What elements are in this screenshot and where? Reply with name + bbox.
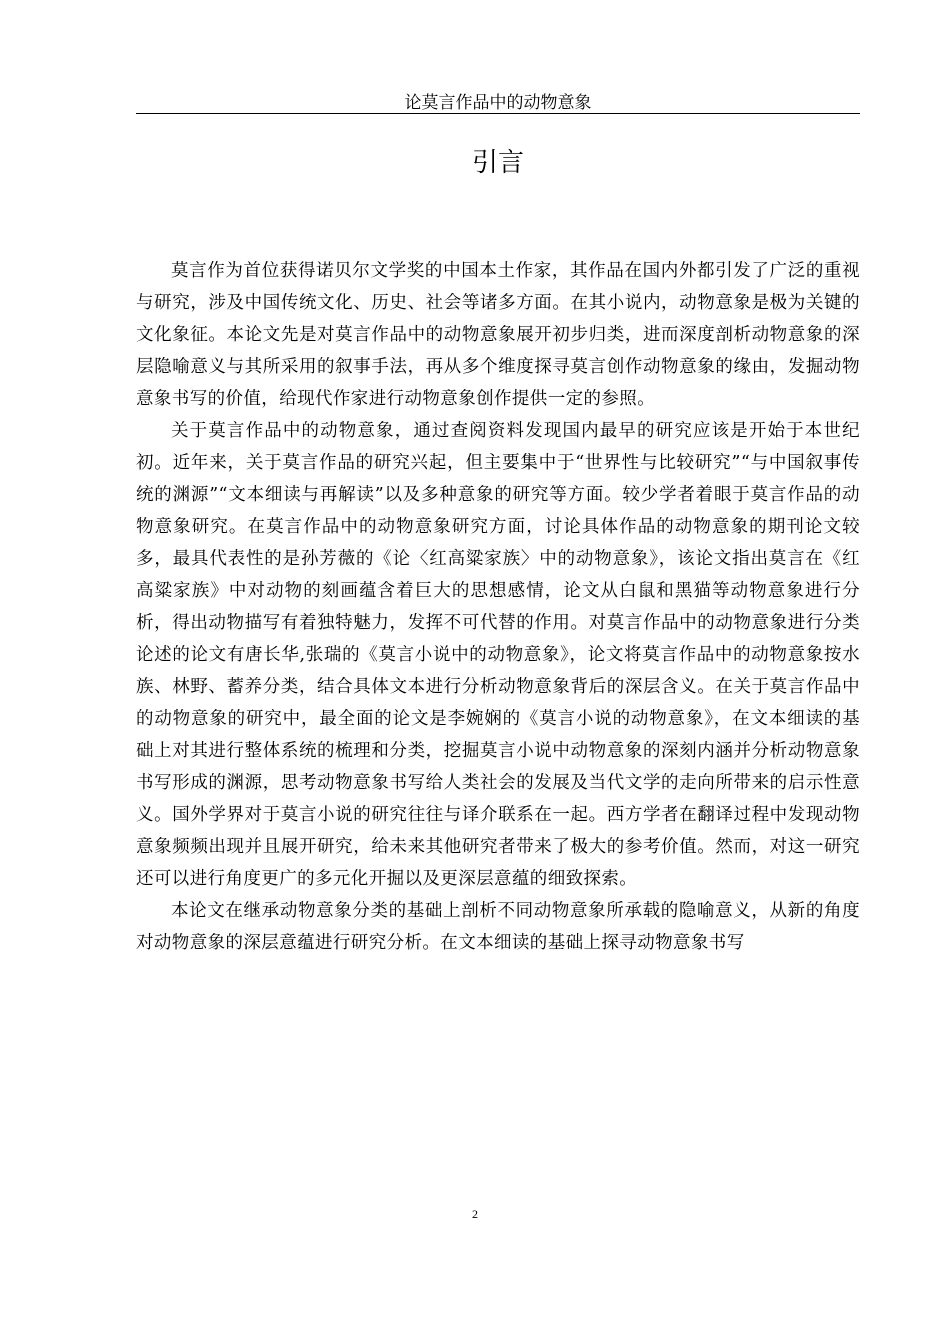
running-header: 论莫言作品中的动物意象 [404, 93, 592, 113]
page-number: 2 [472, 1207, 478, 1221]
header-rule [136, 113, 860, 114]
section-title: 引言 [471, 148, 524, 178]
paragraph-1: 莫言作为首位获得诺贝尔文学奖的中国本土作家，其作品在国内外都引发了广泛的重视与研究，涉及中国传统文化、历史、社会等诸多方面。在其小说内，动物意象是极为关键的文化象征。本论文先是对莫言作品中的动物意象展开初步归类，进而深度剖析动物意象的深层隐喻意义与其所采用的叙事手法，再从多个维度探寻莫言创作动物意象的缘由，发掘动物意象书写的价值，给现代作家进行动物意象创作提供一定的参照。 [136, 261, 860, 409]
paragraph-2: 关于莫言作品中的动物意象，通过查阅资料发现国内最早的研究应该是开始于本世纪初。近年来，关于莫言作品的研究兴起，但主要集中于“世界性与比较研究”“与中国叙事传统的渊源”“文本细读与再解读”以及多种意象的研究等方面。较少学者着眼于莫言作品的动物意象研究。在莫言作品中的动物意象研究方面，讨论具体作品的动物意象的期刊论文较多，最具代表性的是孙芳薇的《论〈红高粱家族〉中的动物意象》，该论文指出莫言在《红高粱家族》中对动物的刻画蕴含着巨大的思想感情，论文从白鼠和黑猫等动物意象进行分析，得出动物描写有着独特魅力，发挥不可代替的作用。对莫言作品中的动物意象进行分类论述的论文有唐长华,张瑞的《莫言小说中的动物意象》，论文将莫言作品中的动物意象按水族、林野、蓄养分类，结合具体文本进行分析动物意象背后的深层含义。在关于莫言作品中的动物意象的研究中，最全面的论文是李婉娴的《莫言小说的动物意象》，在文本细读的基础上对其进行整体系统的梳理和分类，挖掘莫言小说中动物意象的深刻内涵并分析动物意象书写形成的渊源，思考动物意象书写给人类社会的发展及当代文学的走向所带来的启示性意义。国外学界对于莫言小说的研究往往与译介联系在一起。西方学者在翻译过程中发现动物意象频频出现并且展开研究，给未来其他研究者带来了极大的参考价值。然而，对这一研究还可以进行角度更广的多元化开掘以及更深层意蕴的细致探索。 [136, 421, 860, 889]
body-text [136, 255, 860, 959]
paragraph-3: 本论文在继承动物意象分类的基础上剖析不同动物意象所承载的隐喻意义，从新的角度对动物意象的深层意蕴进行研究分析。在文本细读的基础上探寻动物意象书写 [136, 901, 860, 953]
